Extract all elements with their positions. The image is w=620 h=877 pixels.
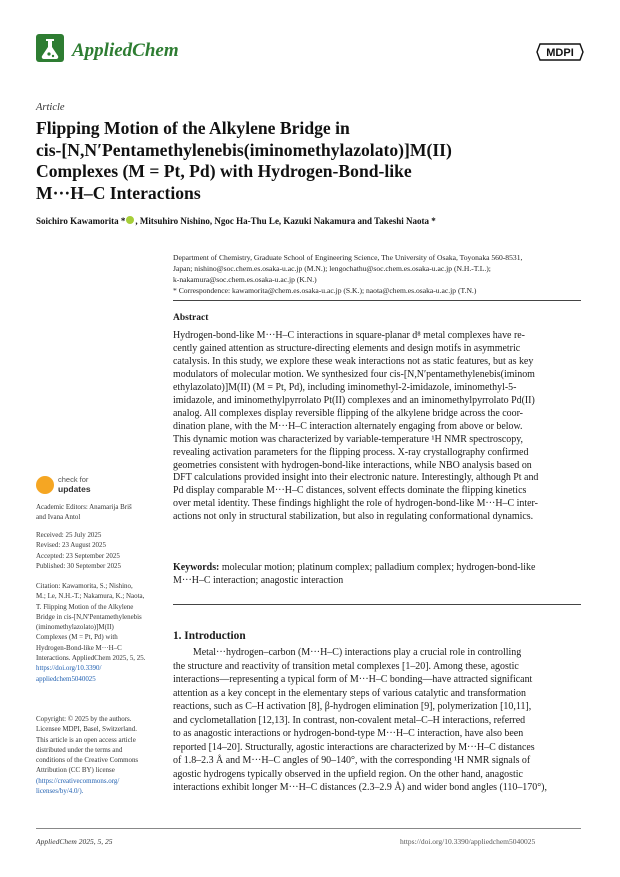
citation-line: Interactions. AppliedChem 2025, 5, 25. [36, 654, 146, 663]
copyright-line: conditions of the Creative Commons [36, 756, 139, 765]
editors-line: and Ivana Antol [36, 513, 81, 522]
citation-line: M.; Le, N.H.-T.; Nakamura, K.; Naota, [36, 592, 145, 601]
abstract-line: imidazole, and iminomethylpyrrolato Pt(II) complexes and an iminomethylpyrrolato Pd(II) [173, 394, 535, 406]
orcid-icon[interactable] [126, 216, 134, 224]
intro-line: the structure and reactivity of transition metal complexes [1–20]. Among these, agostic [173, 660, 519, 672]
intro-line: to as anagostic interactions or hydrogen-bond-type M···H–C interaction, have also been [173, 728, 524, 740]
abstract-text [173, 330, 593, 524]
correspondence-line: * Correspondence: kawamorita@chem.es.osaka-u.ac.jp (S.K.); naota@chem.es.osaka-u.ac.jp (T.N.) [173, 286, 477, 295]
mdpi-logo-text: MDPI [546, 47, 574, 59]
mdpi-logo-icon [536, 42, 584, 62]
author-rest: , Mitsuhiro Nishino, Ngoc Ha-Thu Le, Kazuki Nakamura and Takeshi Naota * [135, 216, 436, 226]
abstract-line: cently gained attention as structure-directing elements and design motifs in asymmetric [173, 342, 521, 354]
academic-editors [36, 502, 156, 523]
abstract-line: catalysis. In this study, we explore these weak interactions not as static features, but as key [173, 355, 534, 367]
affiliation-line: Japan; nishino@soc.chem.es.osaka-u.ac.jp (M.N.); lengochathu@soc.chem.es.osaka-u.ac.jp (N.H.-T.L.); [173, 264, 491, 273]
intro-line: agostic hydrogens typically observed in the upfield region. On the other hand, anagostic [173, 768, 523, 780]
check-for-updates-button[interactable] [36, 476, 146, 496]
affiliations [173, 252, 593, 296]
license-link[interactable]: (https://creativecommons.org/ [36, 776, 120, 785]
citation-line: Citation: Kawamorita, S.; Nishino, [36, 582, 133, 590]
check-updates-icon [36, 476, 54, 494]
article-type: Article [36, 102, 65, 113]
keywords-label: Keywords: [173, 562, 220, 573]
title-line: M···H–C Interactions [36, 182, 201, 203]
introduction-text [173, 646, 593, 795]
citation-line: Complexes (M = Pt, Pd) with [36, 633, 118, 642]
date-line: Accepted: 23 September 2025 [36, 551, 120, 560]
date-line: Revised: 23 August 2025 [36, 541, 106, 550]
keywords-line: M···H–C interaction; anagostic interaction [173, 575, 344, 586]
footer-citation: AppliedChem 2025, 5, 25 [36, 837, 113, 846]
copyright-line: Licensee MDPI, Basel, Switzerland. [36, 725, 137, 734]
abstract-line: modulators of molecular motion. We synthesized four cis-[N,N′pentamethylenebis(iminom [173, 368, 535, 380]
intro-line: Metal···hydrogen–carbon (M···H–C) interactions play a crucial role in controlling [173, 647, 522, 658]
article-dates [36, 530, 156, 571]
copyright-line: Attribution (CC BY) license [36, 766, 115, 775]
author-first[interactable]: Soichiro Kawamorita * [36, 216, 126, 226]
editors-line: Academic Editors: Anamarija Briš [36, 503, 132, 511]
abstract-line: over metal identity. These findings highlight the role of hydrogen-bond-like M···H–C inter- [173, 498, 538, 510]
abstract-line: Pd display comparable M···H–C distances, solvent effects dominate the flipping kinetics [173, 485, 527, 497]
keywords [173, 561, 593, 587]
citation-line: Bridge in cis-[N,N′Pentamethylenebis [36, 612, 142, 621]
abstract-line: Hydrogen-bond-like M···H–C interactions in square-planar d⁸ metal complexes have re- [173, 330, 525, 341]
abstract-line: analog. All complexes display reversible flipping of the alkylene bridge across the coor- [173, 407, 523, 419]
abstract-line: revealing activation parameters for the flipping process. X-ray crystallography confirmed [173, 446, 529, 458]
copyright-line: Copyright: © 2025 by the authors. [36, 715, 132, 723]
journal-logo-icon [36, 34, 64, 62]
intro-line: interactions—representing a typical form of M···H–C bonding—have attracted significant [173, 674, 533, 686]
journal-name: AppliedChem [72, 40, 179, 61]
title-line: Flipping Motion of the Alkylene Bridge in [36, 118, 350, 138]
keywords-line: molecular motion; platinum complex; palladium complex; hydrogen-bond-like [219, 562, 536, 573]
title-line: cis-[N,N′Pentamethylenebis(iminomethylazolato)]M(II) [36, 139, 452, 160]
section-heading-introduction: 1. Introduction [173, 630, 246, 642]
abstract-line: ethylazolato)]M(II) (M = Pt, Pd), including iminomethyl-2-imidazole, iminomethyl-5- [173, 381, 517, 393]
intro-line: attention as a key concept in the elementary steps of various catalytic and transformation [173, 687, 526, 699]
abstract-heading: Abstract [173, 313, 209, 323]
intro-line: and cyclometallation [12,13]. In contrast, non-covalent metal–C–H interactions, referred [173, 714, 526, 726]
doi-link[interactable]: https://doi.org/10.3390/ [36, 664, 102, 673]
copyright-block [36, 714, 156, 796]
citation-line: Hydrogen-Bond-like M···H–C [36, 643, 122, 652]
abstract-line: actions not only in structural stabilization, but also in regulating conformational dynamics. [173, 511, 534, 523]
affiliation-line: k-nakamura@soc.chem.es.osaka-u.ac.jp (K.N.) [173, 275, 317, 284]
date-line: Published: 30 September 2025 [36, 561, 121, 570]
citation-line: T. Flipping Motion of the Alkylene [36, 602, 134, 611]
author-list [36, 216, 436, 226]
doi-link[interactable]: appliedchem5040025 [36, 674, 96, 683]
citation-line: (iminomethylazolato)]M(II) [36, 623, 114, 632]
copyright-line: distributed under the terms and [36, 745, 123, 754]
intro-line: interactions exhibit longer M···H–C distances (2.3–2.9 Å) and wider bond angles (110–170°), [173, 782, 547, 794]
abstract-line: This dynamic motion was characterized by variable-temperature ¹H NMR spectroscopy, [173, 433, 524, 445]
title-line: Complexes (M = Pt, Pd) with Hydrogen-Bond-like [36, 161, 412, 181]
check-updates-line2: updates [58, 483, 91, 494]
citation-block [36, 581, 156, 684]
article-title [36, 118, 596, 204]
abstract-line: DFT calculations provided insight into their electronic nature. Interestingly, although Pt and [173, 472, 539, 484]
date-line: Received: 25 July 2025 [36, 531, 102, 539]
copyright-line: This article is an open access article [36, 735, 136, 744]
check-updates-line1: check for [58, 475, 89, 484]
abstract-line: dination plane, with the M···H–C interaction alternately engaging from above or below. [173, 420, 523, 432]
affiliation-line: Department of Chemistry, Graduate School of Engineering Science, The University of Osaka, Toyonaka 560-8531, [173, 253, 523, 262]
intro-line: reactions, such as C–H activation [8], β-hydrogen elimination [9], polymerization [10,11], [173, 701, 532, 713]
intro-line: of 1.8–2.3 Å and M···H–C angles of 90–140°, with the corresponding ¹H NMR signals of [173, 755, 531, 767]
license-link[interactable]: licenses/by/4.0/). [36, 787, 84, 796]
footer-doi-link[interactable]: https://doi.org/10.3390/appliedchem5040025 [400, 837, 536, 846]
divider [173, 604, 581, 605]
footer-divider [36, 828, 581, 829]
intro-line: reported [14–20]. Structurally, agostic interactions are characterized by M···H–C distances [173, 741, 535, 753]
divider [173, 300, 581, 301]
abstract-line: geometries consistent with hydrogen-bond-like interactions, while NBO analysis based on [173, 459, 532, 471]
